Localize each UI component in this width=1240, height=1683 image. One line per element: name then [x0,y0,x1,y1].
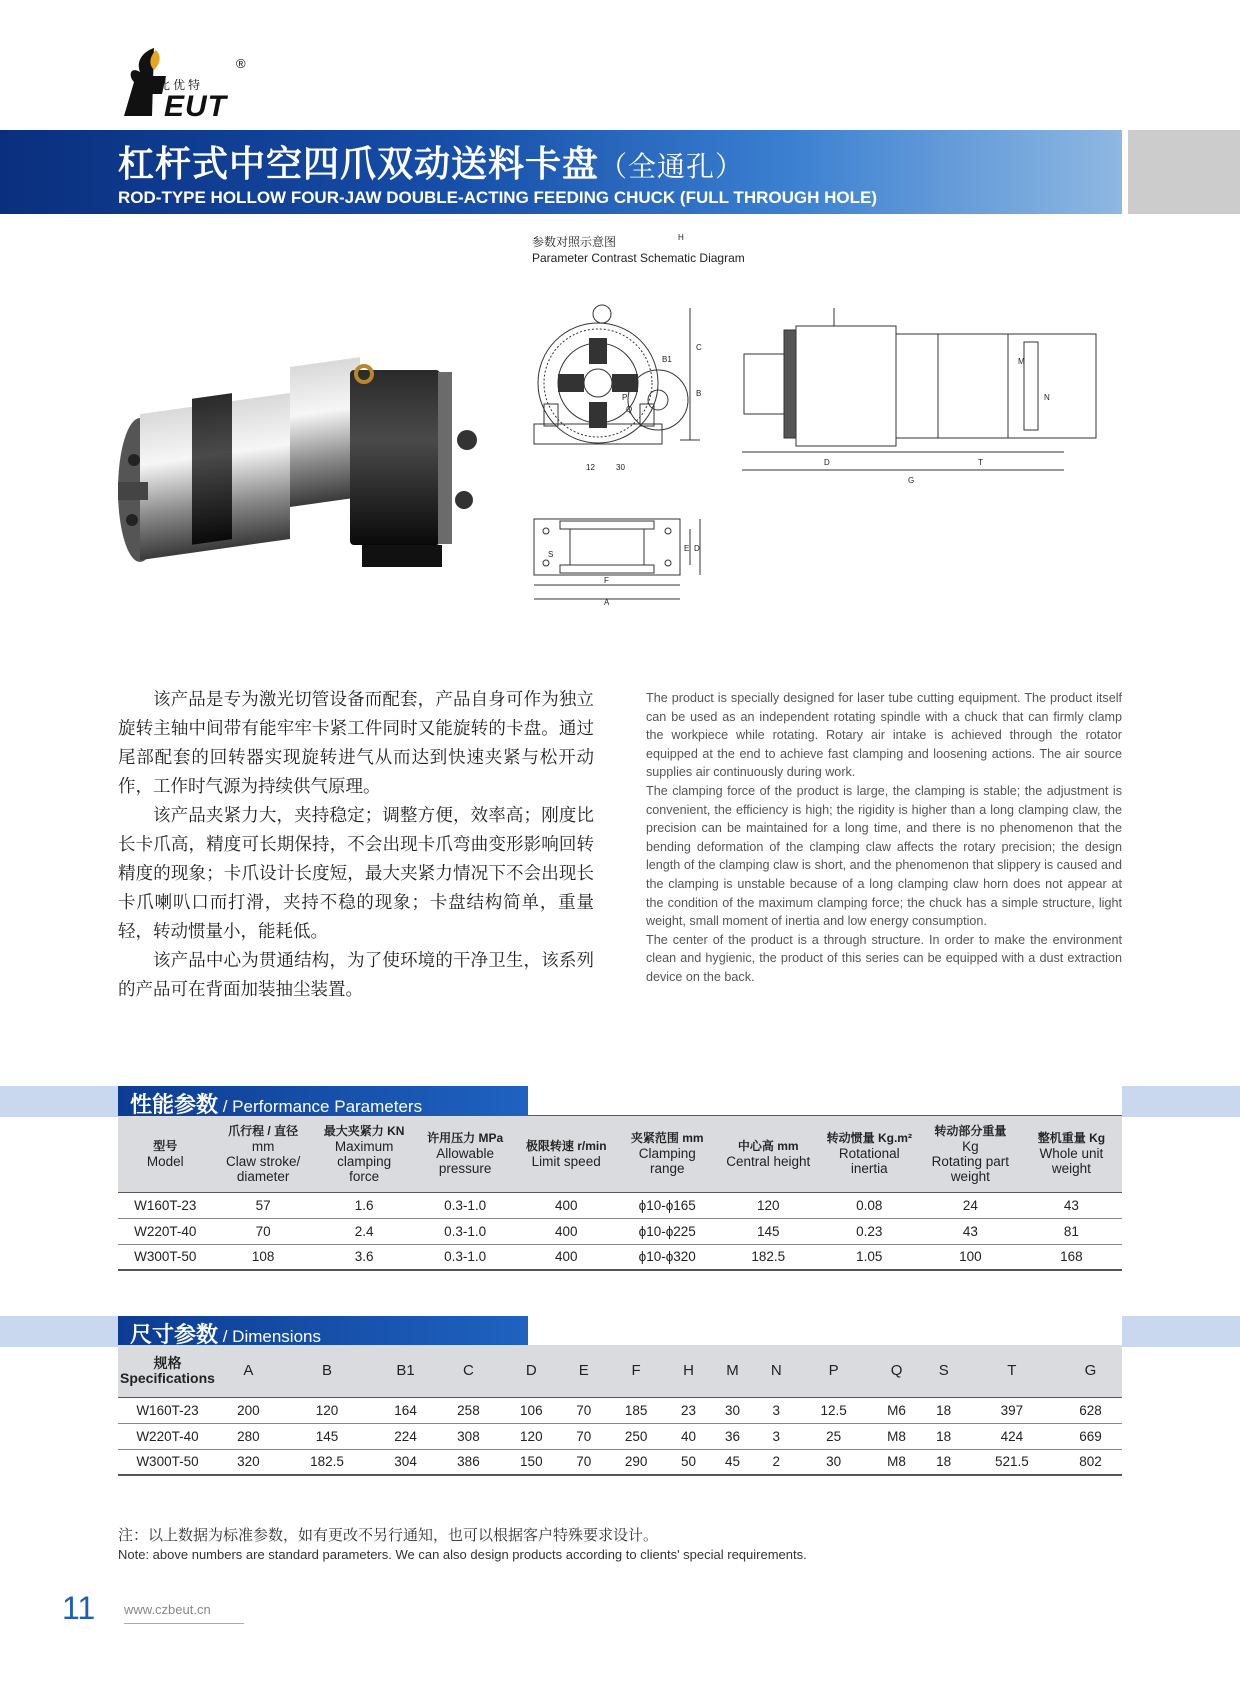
performance-header-en: Allowable [436,1146,495,1162]
table-cell: 304 [374,1449,437,1475]
table-cell: 145 [280,1423,374,1449]
dim-label-d-side: D [824,458,830,467]
performance-header-en: pressure [438,1161,492,1177]
dimensions-header-cell: A [217,1345,280,1397]
description-en-paragraph: The product is specially designed for laser tube cutting equipment. The product itself can be used as an independent rotating spindle with a chuck that can firmly clamp the workpiece while rotating. Rotary air intake is achieved through the rotator equipped at the end to achieve fast clamping and loosening actions. The air source supplies air continuously during work. [646,691,1122,780]
diagram-caption [532,234,745,266]
page-number: 11 [62,1590,96,1626]
dimensions-header-spec-en: Specifications [120,1369,215,1386]
dimensions-header-cell: Q [870,1345,922,1397]
brand-logo [116,46,256,122]
performance-title-en: / Performance Parameters [218,1097,423,1116]
table-cell: 3 [756,1397,797,1423]
table-cell: 0.3-1.0 [415,1218,516,1244]
table-cell: 400 [516,1218,617,1244]
side-tab [1128,130,1240,214]
table-row [118,1449,1122,1475]
table-cell: 2 [756,1449,797,1475]
description-en-paragraph: The clamping force of the product is large, the clamping is stable; the adjustment is convenient, the efficiency is high; the rigidity is higher than a long clamping claw, the precision can be maintained for a long time, and there is no phenomenon that the bending deformation of the clamping claw affects the rotary precision; the design length of the clamping claw is short, and the phenomenon that slippery is caused and the clamping is unstable because of a long clamping claw horn does not appear at the condition of the maximum clamping force; the chuck has a simple structure, light weight, small moment of inertia and low energy consumption. [646,783,1122,929]
table-cell: 1.05 [819,1244,920,1270]
performance-header-en: weight [1051,1161,1091,1177]
dimensions-table [118,1345,1122,1476]
table-cell: 18 [923,1423,965,1449]
table-cell: W160T-23 [118,1397,217,1423]
page-title: 杠杆式中空四爪双动送料卡盘（全通孔） [118,144,745,185]
table-cell: 386 [437,1449,500,1475]
table-row [118,1397,1122,1423]
page-subtitle: ROD-TYPE HOLLOW FOUR-JAW DOUBLE-ACTING FEEDING CHUCK (FULL THROUGH HOLE) [118,188,877,207]
dimensions-header-cell: G [1059,1345,1122,1397]
title-banner [0,130,1122,214]
table-cell: 0.08 [819,1192,920,1218]
dimensions-header-cell: M [710,1345,756,1397]
table-row [118,1423,1122,1449]
table-cell: 200 [217,1397,280,1423]
performance-header-cell [819,1116,920,1192]
table-cell: W300T-50 [118,1244,213,1270]
table-row [118,1244,1122,1270]
performance-header-en: Whole unit [1039,1146,1104,1162]
performance-header-cell [617,1116,718,1192]
table-cell: 70 [563,1423,605,1449]
table-cell: 70 [213,1218,314,1244]
performance-header-cell [118,1116,213,1192]
table-cell: M6 [870,1397,922,1423]
performance-header-en: diameter [236,1168,290,1184]
table-cell: 120 [280,1397,374,1423]
dimensions-header-cell: B1 [374,1345,437,1397]
table-cell: 24 [920,1192,1021,1218]
performance-header-en: inertia [850,1161,888,1177]
dim-label-t: T [978,458,983,467]
description-cn-paragraph: 该产品是专为激光切管设备而配套，产品自身可作为独立旋转主轴中间带有能牢牢卡紧工件同时又能旋转的卡盘。通过尾部配套的回转器实现旋转进气从而达到快速夹紧与松开动作，工作时气源为持续供气原理。 [118,690,594,797]
table-cell: ϕ10-ϕ320 [617,1244,718,1270]
performance-header-cn: 爪行程 / 直径 [228,1123,299,1138]
table-cell: 43 [920,1218,1021,1244]
dimensions-header-cell: N [756,1345,797,1397]
bottom-view-drawing [530,505,710,605]
dimensions-header-spec-cn: 规格 [153,1354,182,1371]
table-cell: 36 [710,1423,756,1449]
dimensions-header-cell: T [965,1345,1059,1397]
dimensions-header-spec [118,1345,217,1397]
dimensions-title-cn: 尺寸参数 [130,1323,219,1348]
dimensions-header-cell: P [797,1345,870,1397]
table-cell: 290 [605,1449,668,1475]
performance-header-en: Rotating part [931,1153,1009,1169]
table-cell: 0.23 [819,1218,920,1244]
performance-header-en: Limit speed [531,1153,601,1169]
performance-header-en: force [349,1168,380,1184]
performance-header-cell [516,1116,617,1192]
performance-header-cn: 整机重量 Kg [1037,1131,1106,1146]
dim-label-12: 12 [586,463,595,472]
registered-mark: ® [236,56,246,71]
table-cell: W300T-50 [118,1449,217,1475]
dimensions-title-en: / Dimensions [218,1327,321,1346]
table-cell: 3 [756,1423,797,1449]
table-cell: 30 [797,1449,870,1475]
table-cell: 424 [965,1423,1059,1449]
table-cell: 182.5 [280,1449,374,1475]
table-cell: 150 [500,1449,563,1475]
dimensions-header-cell: D [500,1345,563,1397]
table-cell: 2.4 [314,1218,415,1244]
performance-header-en: Kg [962,1138,979,1154]
performance-header-cn: 许用压力 MPa [427,1131,504,1146]
performance-header-cell [920,1116,1021,1192]
performance-header-en: range [649,1161,685,1177]
table-cell: 70 [563,1449,605,1475]
performance-header-cell [1021,1116,1122,1192]
table-cell: 0.3-1.0 [415,1192,516,1218]
table-cell: 258 [437,1397,500,1423]
table-cell: 308 [437,1423,500,1449]
table-cell: 18 [923,1397,965,1423]
table-cell: 30 [710,1397,756,1423]
table-cell: 12.5 [797,1397,870,1423]
table-cell: 168 [1021,1244,1122,1270]
table-cell: 802 [1059,1449,1122,1475]
page-title-suffix: （全通孔） [599,150,745,183]
dim-label-n: N [1044,393,1050,402]
performance-header-en: Rotational [838,1146,900,1162]
dim-label-b: B [696,389,702,398]
dim-label-30: 30 [616,463,625,472]
description-en-paragraph: The center of the product is a through structure. In order to make the environment clean and hygienic, the product of this series can be equipped with a dust extraction device on the back. [646,932,1122,984]
performance-header-cn: 转动部分重量 [934,1123,1007,1138]
side-view-drawing [678,233,1068,490]
performance-header-cn: 极限转速 r/min [525,1138,607,1153]
dimensions-header-cell: S [923,1345,965,1397]
description-cn [118,686,594,1005]
description-cn-paragraph: 该产品夹紧力大，夹持稳定；调整方便，效率高；刚度比长卡爪高，精度可长期保持，不会出现卡爪弯曲变形影响回转精度的现象；卡爪设计长度短，最大夹紧力情况下不会出现长卡爪喇叭口而打滑，夹持不稳的现象；卡盘结构简单，重量轻，转动惯量小，能耗低。 [118,806,594,942]
table-cell: 25 [797,1423,870,1449]
performance-title-cn: 性能参数 [130,1093,219,1118]
footnote-en: Note: above numbers are standard parameters. We can also design products according to clients' special requirements. [118,1547,807,1562]
table-cell: 280 [217,1423,280,1449]
dim-label-p: P [622,393,628,402]
performance-header-cn: 中心高 mm [737,1138,799,1153]
table-cell: 70 [563,1397,605,1423]
dim-label-c: C [696,343,702,352]
performance-header-en: weight [950,1168,990,1184]
footnote-cn: 注：以上数据为标准参数，如有更改不另行通知，也可以根据客户特殊要求设计。 [118,1526,659,1544]
table-cell: 23 [668,1397,710,1423]
table-cell: 185 [605,1397,668,1423]
table-cell: 320 [217,1449,280,1475]
performance-header-cell [718,1116,819,1192]
table-cell: 224 [374,1423,437,1449]
table-cell: 400 [516,1244,617,1270]
performance-header-en: Maximum [334,1138,394,1154]
table-cell: W220T-40 [118,1423,217,1449]
table-cell: 397 [965,1397,1059,1423]
table-cell: 669 [1059,1423,1122,1449]
table-cell: 18 [923,1449,965,1475]
description-en [646,689,1122,987]
performance-header-cell [314,1116,415,1192]
table-cell: 3.6 [314,1244,415,1270]
table-cell: 120 [718,1192,819,1218]
table-cell: 108 [213,1244,314,1270]
table-cell: W160T-23 [118,1192,213,1218]
front-view-drawing [530,300,730,485]
dimensions-header-cell: B [280,1345,374,1397]
performance-header-en: Central height [726,1153,811,1169]
logo-english-name: EUT [164,90,227,123]
dimensions-header-cell: E [563,1345,605,1397]
dim-label-s: S [548,550,554,559]
performance-header-cn: 最大夹紧力 KN [323,1123,405,1138]
dimensions-header-cell: F [605,1345,668,1397]
diagram-caption-en: Parameter Contrast Schematic Diagram [532,251,745,265]
table-cell: 43 [1021,1192,1122,1218]
performance-header-cn: 夹紧范围 mm [630,1131,704,1146]
footer-url: www.czbeut.cn [124,1602,244,1624]
table-cell: 120 [500,1423,563,1449]
performance-header-en: mm [251,1138,275,1154]
table-cell: M8 [870,1449,922,1475]
table-cell: 1.6 [314,1192,415,1218]
dim-label-a: A [604,598,610,607]
diagram-caption-cn: 参数对照示意图 [532,235,617,249]
table-row [118,1218,1122,1244]
performance-header-en: Claw stroke/ [225,1153,301,1169]
dim-label-b1: B1 [662,355,672,364]
table-cell: 250 [605,1423,668,1449]
performance-header-cn: 型号 [153,1138,178,1153]
dim-label-e: E [684,544,690,553]
dim-label-h: H [678,233,684,242]
table-cell: 182.5 [718,1244,819,1270]
performance-header-cn: 转动惯量 Kg.m² [826,1131,912,1146]
table-cell: W220T-40 [118,1218,213,1244]
dim-label-g: G [908,476,915,485]
dim-label-d-bottom: D [694,544,700,553]
performance-section-header [0,1086,1240,1117]
dimensions-header-cell: H [668,1345,710,1397]
table-cell: 81 [1021,1218,1122,1244]
table-cell: 50 [668,1449,710,1475]
table-cell: 0.3-1.0 [415,1244,516,1270]
table-cell: 57 [213,1192,314,1218]
dim-label-m: M [1018,357,1025,366]
product-photo [112,370,482,580]
table-cell: 521.5 [965,1449,1059,1475]
table-cell: 628 [1059,1397,1122,1423]
description-cn-paragraph: 该产品中心为贯通结构，为了使环境的干净卫生，该系列的产品可在背面加装抽尘装置。 [118,951,594,1000]
table-cell: 145 [718,1218,819,1244]
table-cell: 164 [374,1397,437,1423]
performance-header-en: Model [146,1153,184,1169]
table-cell: 100 [920,1244,1021,1270]
table-cell: M8 [870,1423,922,1449]
dim-label-q: Q [626,405,633,414]
table-row [118,1192,1122,1218]
performance-header-en: clamping [337,1153,392,1169]
table-cell: 400 [516,1192,617,1218]
logo-chinese-name: 比优特 [158,78,204,92]
dimensions-header-cell: C [437,1345,500,1397]
table-cell: 45 [710,1449,756,1475]
performance-header-en: Clamping [638,1146,696,1162]
table-cell: ϕ10-ϕ225 [617,1218,718,1244]
performance-header-cell [415,1116,516,1192]
table-cell: 106 [500,1397,563,1423]
table-cell: 40 [668,1423,710,1449]
table-cell: ϕ10-ϕ165 [617,1192,718,1218]
dimensions-section-header [0,1316,1240,1347]
dim-label-f: F [604,576,609,585]
performance-table [118,1116,1122,1271]
footnote [118,1526,807,1564]
performance-header-cell [213,1116,314,1192]
